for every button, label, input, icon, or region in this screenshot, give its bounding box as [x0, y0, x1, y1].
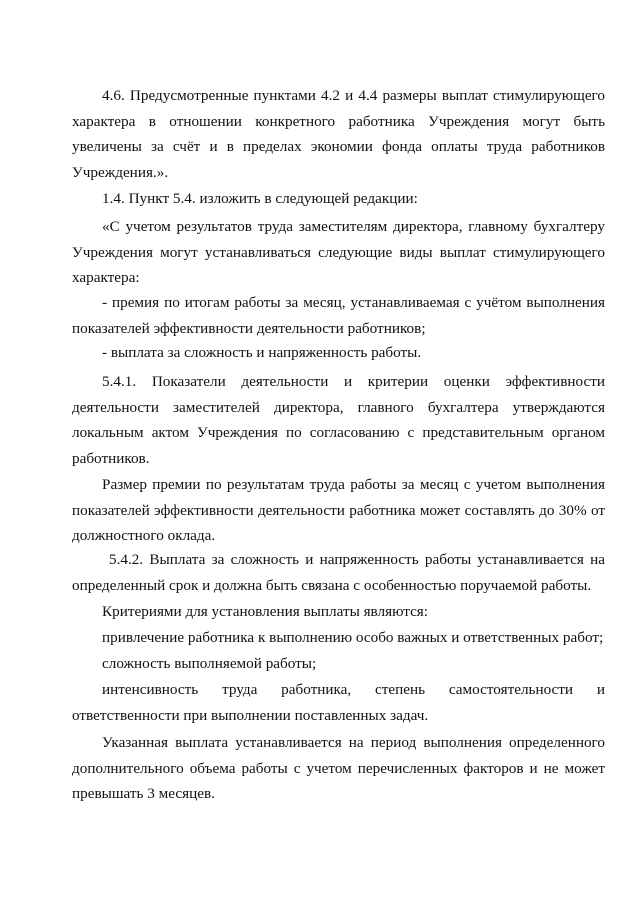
paragraph-4-6: 4.6. Предусмотренные пунктами 4.2 и 4.4 размеры выплат стимулирующего характера в отношении конкретного работника Учреждения могут быть увеличены за счёт и в пределах экономии фонда оплаты труда работников Учреждения.». — [72, 87, 605, 181]
paragraph-period: Указанная выплата устанавливается на период выполнения определенного дополнительного объема работы с учетом перечисленных факторов и не может превышать 3 месяцев. — [72, 734, 605, 802]
paragraph-criteria: Критериями для установления выплаты являются: — [102, 603, 429, 620]
list-item-complexity: - выплата за сложность и напряженность работы. — [102, 344, 422, 361]
criteria-item-intensity: интенсивность труда работника, степень самостоятельности и ответственности при выполнении поставленных задач. — [72, 681, 605, 724]
paragraph-5-4-intro: «С учетом результатов труда заместителям директора, главному бухгалтеру Учреждения могут устанавливаться следующие виды выплат стимулирующего характера: — [72, 218, 605, 286]
list-item-bonus: - премия по итогам работы за месяц, устанавливаемая с учётом выполнения показателей эффективности деятельности работников; — [72, 294, 605, 337]
criteria-item-important: привлечение работника к выполнению особо важных и ответственных работ; — [102, 629, 604, 646]
paragraph-1-4: 1.4. Пункт 5.4. изложить в следующей редакции: — [102, 190, 418, 207]
paragraph-bonus-size: Размер премии по результатам труда работы за месяц с учетом выполнения показателей эффективности деятельности работника может составлять до 30% от должностного оклада. — [72, 476, 605, 544]
paragraph-5-4-1: 5.4.1. Показатели деятельности и критерии оценки эффективности деятельности заместителей директора, главного бухгалтера утверждаются локальным актом Учреждения по согласованию с представительным органом работников. — [72, 373, 605, 467]
paragraph-5-4-2: 5.4.2. Выплата за сложность и напряженность работы устанавливается на определенный срок и должна быть связана с особенностью поручаемой работы. — [72, 551, 605, 594]
criteria-item-complexity: сложность выполняемой работы; — [102, 655, 317, 672]
